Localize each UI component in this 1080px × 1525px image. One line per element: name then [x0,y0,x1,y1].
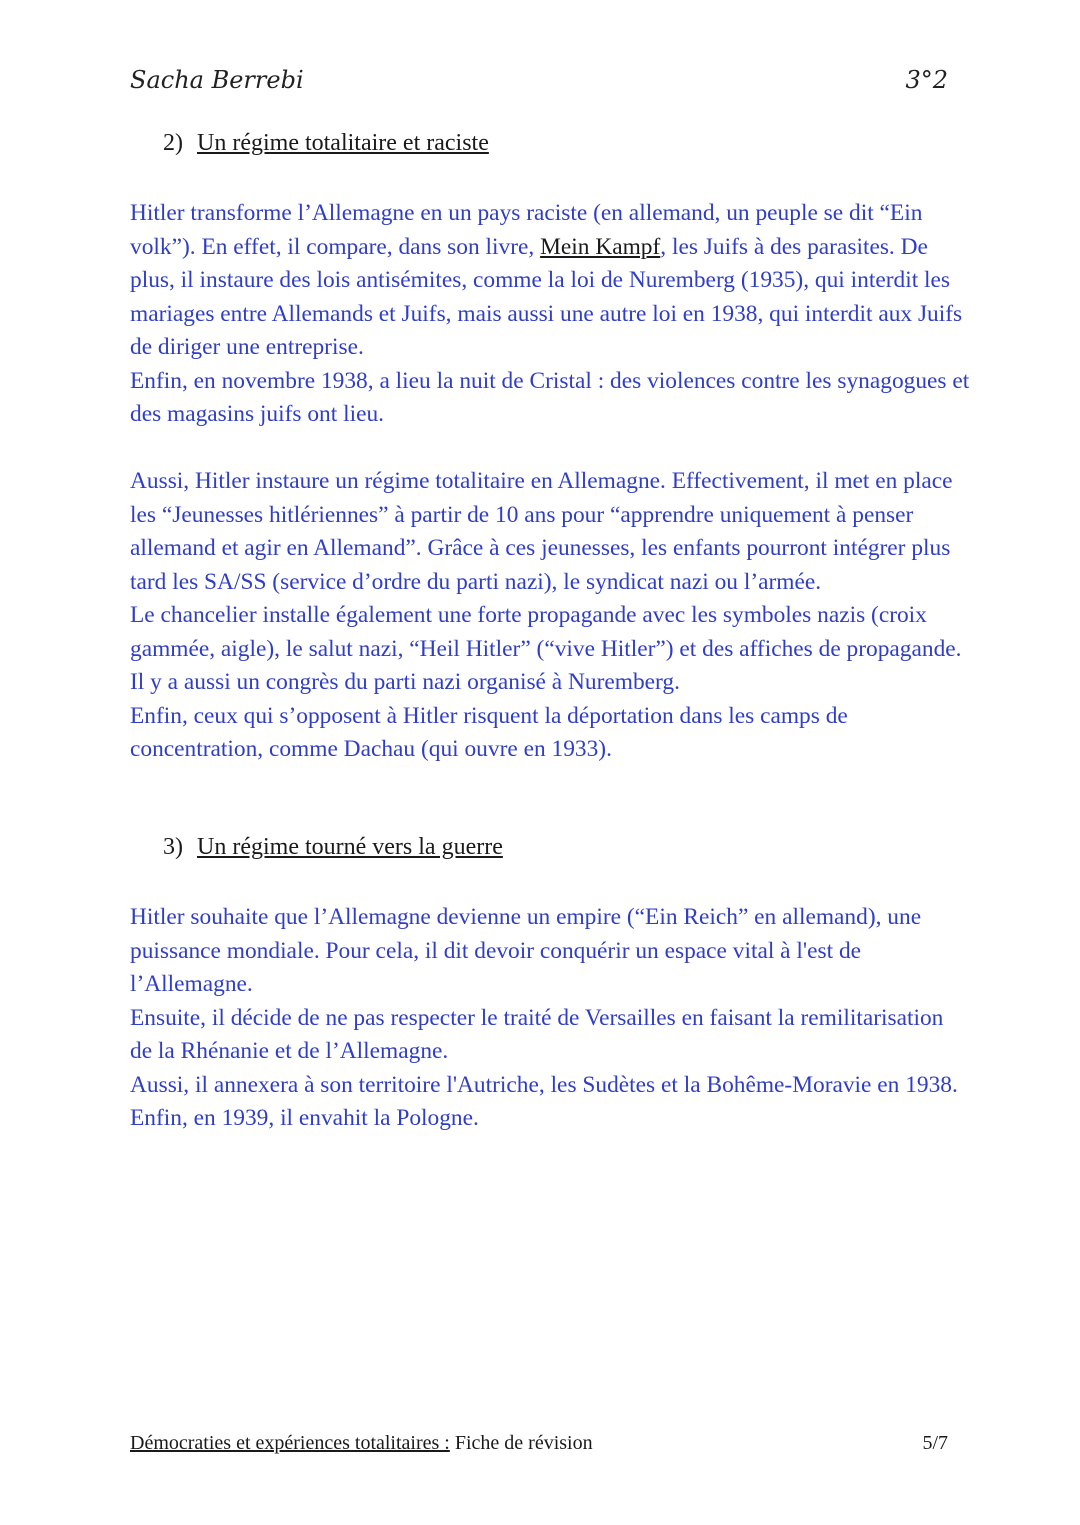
section-2-number: 2) [163,130,183,156]
section-2-paragraph-1 [130,197,970,432]
section-3-title: Un régime tourné vers la guerre [197,834,503,860]
paragraph-text: Enfin, ceux qui s’opposent à Hitler risquent la déportation dans les camps de concentration, comme Dachau (qui ouvre en 1933). [130,702,848,762]
book-title-link[interactable]: Mein Kampf [540,233,661,260]
author-name: Sacha Berrebi [130,66,304,94]
section-3-number: 3) [163,834,183,860]
section-3-heading [163,834,503,861]
class-label: 3°2 [905,66,948,94]
section-2-heading [163,130,489,157]
paragraph-text: Le chancelier installe également une forte propagande avec les symboles nazis (croix gammée, aigle), le salut nazi, “Heil Hitler” (“vive Hitler”) et des affiches de propagande. Il y a aussi un congrès du parti nazi organisé à Nuremberg. [130,602,962,695]
footer-doc-type: Fiche de révision [449,1432,593,1454]
paragraph-text: Aussi, il annexera à son territoire l'Autriche, les Sudètes et la Bohême-Moravie en 1938. [130,1071,958,1098]
paragraph-text: Ensuite, il décide de ne pas respecter le traité de Versailles en faisant la remilitarisation de la Rhénanie et de l’Allemagne. [130,1004,944,1064]
paragraph-text: Hitler souhaite que l’Allemagne devienne un empire (“Ein Reich” en allemand), une puissance mondiale. Pour cela, il dit devoir conquérir un espace vital à l'est de l’Allemagne. [130,904,922,997]
section-2-paragraph-2 [130,465,970,767]
paragraph-text: Aussi, Hitler instaure un régime totalitaire en Allemagne. Effectivement, il met en place les “Jeunesses hitlériennes” à partir de 10 ans pour “apprendre uniquement à penser allemand et agir en Allemand”. Grâce à ces jeunesses, les enfants pourront intégrer plus tard les SA/SS (service d’ordre du parti nazi), le syndicat nazi ou l’armée. [130,468,953,595]
paragraph-text: Enfin, en 1939, il envahit la Pologne. [130,1105,479,1131]
paragraph-text-part: Hitler transforme l’Allemagne en un pays raciste (en allemand, un peuple se dit “Ein volk”). En effet, il compare, dans son livre, [130,200,923,260]
footer-subject: Démocraties et expériences totalitaires : [130,1432,450,1454]
page-footer [130,1432,948,1455]
paragraph-text-part: , les Juifs à des parasites. De plus, il instaure des lois antisémites, comme la loi de Nuremberg (1935), qui interdit les mariages entre Allemands et Juifs, mais aussi une autre loi en 1938, qui interdit aux Juifs de diriger une entreprise. [130,233,963,360]
paragraph-text [130,197,970,365]
page-number: 5/7 [922,1432,948,1454]
section-3-paragraph-1 [130,901,970,1136]
paragraph-text: Enfin, en novembre 1938, a lieu la nuit de Cristal : des violences contre les synagogues et des magasins juifs ont lieu. [130,367,970,427]
footer-title [130,1432,593,1455]
section-2-title: Un régime totalitaire et raciste [197,130,489,156]
